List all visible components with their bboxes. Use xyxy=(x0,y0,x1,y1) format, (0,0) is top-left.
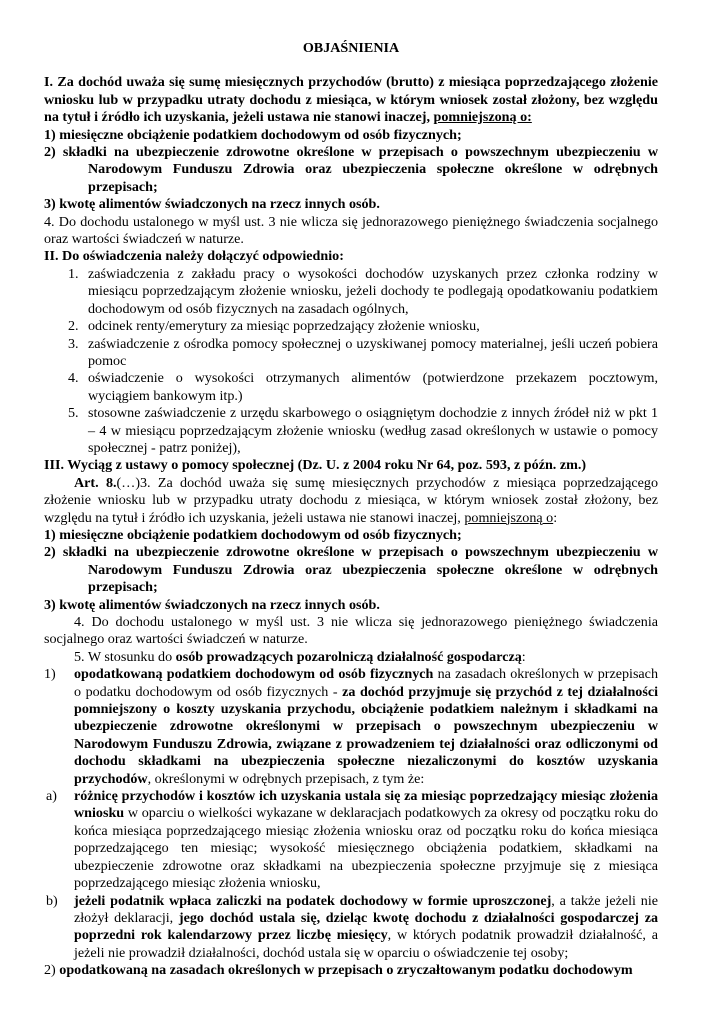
sub-item-b-letter: b) xyxy=(46,892,58,909)
section-2-item xyxy=(44,318,658,335)
point-2-bold: opodatkowaną na zasadach określonych w przepisach o zryczałtowanym podatku dochodowym xyxy=(59,962,633,979)
section-1-item-2: 2) składki na ubezpieczenie zdrowotne określone w przepisach o powszechnym ubezpieczeniu w Narodowym Funduszu Zdrowia oraz ubezpieczenia społeczne określone w odrębnych przepisach; xyxy=(44,144,658,195)
section-2-item-text: zaświadczenie z ośrodka pomocy społecznej o uzyskiwanej pomocy materialnej, jeśli uczeń pobiera pomoc xyxy=(88,335,658,369)
section-2-item xyxy=(44,266,658,318)
paragraph-5-bold: osób prowadzących pozarolniczą działalność gospodarczą xyxy=(175,648,522,665)
section-2-item-number: 5. xyxy=(68,405,79,422)
numbered-point-1 xyxy=(44,666,658,962)
section-2-item xyxy=(44,405,658,457)
section-3-item-3: 3) kwotę alimentów świadczonych na rzecz innych osób. xyxy=(44,596,380,613)
sub-item-a xyxy=(46,788,658,892)
point-1-text-2: , określonymi w odrębnych przepisach, z tym że: xyxy=(147,770,425,787)
section-2-item-text: stosowne zaświadczenie z urzędu skarbowego o osiągniętym dochodzie z innych źródeł niż w pkt 1 – 4 w miesiącu poprzedzającym złożenie wniosku (według zasad określonych w ustawie o pomocy społecznej - patrz poniżej), xyxy=(88,405,658,456)
section-2-list xyxy=(44,266,658,457)
point-1-sublist xyxy=(46,788,658,962)
section-1-intro xyxy=(44,74,658,126)
point-1-bold-2: za dochód przyjmuje się przychód z tej działalności pomniejszony o koszty uzyskania przychodu, obciążenie podatkiem należnym i składkami na ubezpieczenie zdrowotne określonymi w przepisach o powszechnym ubezpieczeniu w Narodowym Funduszu Zdrowia, związane z prowadzeniem tej działalności oraz odliczonymi od dochodu składkami na ubezpieczenia społeczne niezaliczonymi do kosztów uzyskania przychodów xyxy=(74,683,658,787)
point-1-bold-1: opodatkowaną podatkiem dochodowym od osób fizycznych xyxy=(74,666,434,683)
document-page xyxy=(44,40,658,980)
sub-item-b-text-2: , w których podatnik prowadził działalność, a jeżeli nie prowadził działalności, dochód ustala się w oparciu o oświadczenie tej osoby; xyxy=(74,927,658,961)
sub-item-b-text-1: , a także jeżeli nie złożył deklaracji, xyxy=(74,892,658,926)
section-1-intro-underlined: pomniejszoną o: xyxy=(433,109,532,126)
sub-item-b-bold-2: jego dochód ustala się, dzieląc kwotę dochodu z działalności gospodarczej za poprzedni rok kalendarzowy przez liczbę miesięcy xyxy=(74,909,658,944)
article-8-paragraph xyxy=(44,475,658,527)
section-2-item xyxy=(44,370,658,405)
point-2-number: 2) xyxy=(44,962,56,979)
numbered-point-2 xyxy=(44,962,658,979)
sub-item-b xyxy=(46,892,658,963)
section-1-item-3: 3) kwotę alimentów świadczonych na rzecz innych osób. xyxy=(44,196,380,213)
section-1-item-1: 1) miesięczne obciążenie podatkiem dochodowym od osób fizycznych; xyxy=(44,126,462,143)
sub-item-a-text: w oparciu o wielkości wykazane w deklaracjach podatkowych za okresy od początku roku do końca miesiąca poprzedzającego miesiąc złożenia wniosku oraz od początku roku do końca miesiąca poprzedzającego ten miesiąc; wysokość miesięcznego obciążenia podatkiem, składkami na ubezpieczenie zdrowotne oraz składkami na ubezpieczenia społeczne przyjmuje się z miesiąca poprzedzającego miesiąc złożenia wniosku, xyxy=(74,805,658,892)
section-2-item xyxy=(44,336,658,371)
section-2-item-number: 3. xyxy=(68,335,79,352)
section-2-item-number: 1. xyxy=(68,265,79,282)
article-8-colon: : xyxy=(553,509,558,526)
point-1-text-1: na zasadach określonych w przepisach o podatku dochodowym od osób fizycznych - xyxy=(74,666,658,700)
paragraph-5-colon: : xyxy=(521,648,526,665)
section-3-paragraph-4: 4. Do dochodu ustalonego w myśl ust. 3 nie wlicza się jednorazowego pieniężnego świadczenia socjalnego oraz wartości świadczeń w naturze. xyxy=(44,614,658,648)
section-1-intro-text: I. Za dochód uważa się sumę miesięcznych przychodów (brutto) z miesiąca poprzedzającego złożenie wniosku lub w przypadku utraty dochodu z miesiąca, w którym wniosek został złożony, bez względu na tytuł i źródło ich uzyskania, jeżeli ustawa nie stanowi inaczej, xyxy=(44,74,658,126)
section-3-heading: III. Wyciąg z ustawy o pomocy społecznej (Dz. U. z 2004 roku Nr 64, poz. 593, z późn. zm.) xyxy=(44,457,587,474)
section-3-paragraph-5 xyxy=(44,649,658,666)
section-3-item-2: 2) składki na ubezpieczenie zdrowotne określone w przepisach o powszechnym ubezpieczeniu w Narodowym Funduszu Zdrowia oraz ubezpieczenia społeczne określone w odrębnych przepisach; xyxy=(44,544,658,596)
section-1-paragraph-4: 4. Do dochodu ustalonego w myśl ust. 3 nie wlicza się jednorazowego pieniężnego świadczenia socjalnego oraz wartości świadczeń w naturze. xyxy=(44,213,658,248)
section-2-item-text: oświadczenie o wysokości otrzymanych alimentów (potwierdzone przekazem pocztowym, wyciągiem bankowym itp.) xyxy=(88,370,658,404)
article-8-text: (…)3. Za dochód uważa się sumę miesięcznych przychodów z miesiąca poprzedzającego złożenie wniosku lub w przypadku utraty dochodu z miesiąca, w którym wniosek został złożony, bez względu na tytuł i źródło ich uzyskania, jeżeli ustawa nie stanowi inaczej, xyxy=(44,474,658,526)
page-title: OBJAŚNIENIA xyxy=(302,40,400,56)
paragraph-5-text: 5. W stosunku do xyxy=(74,648,176,665)
section-2-heading: II. Do oświadczenia należy dołączyć odpowiednio: xyxy=(44,248,344,265)
section-2-item-text: zaświadczenia z zakładu pracy o wysokości dochodów uzyskanych przez członka rodziny w miesiącu poprzedzającym złożenie wniosku, jeżeli dochody te podlegają opodatkowaniu podatkiem dochodowym od osób fizycznych na zasadach ogólnych, xyxy=(88,265,658,317)
sub-item-a-bold: różnicę przychodów i kosztów ich uzyskania ustala się za miesiąc poprzedzający miesiąc złożenia wniosku xyxy=(74,788,658,822)
sub-item-b-bold-1: jeżeli podatnik wpłaca zaliczki na podatek dochodowy w formie uproszczonej xyxy=(74,892,552,909)
section-2-item-number: 2. xyxy=(68,318,79,335)
section-3-item-1: 1) miesięczne obciążenie podatkiem dochodowym od osób fizycznych; xyxy=(44,526,462,543)
sub-item-a-letter: a) xyxy=(46,788,57,805)
point-1-number: 1) xyxy=(44,666,56,683)
section-2-item-text: odcinek renty/emerytury za miesiąc poprzedzający złożenie wniosku, xyxy=(88,318,480,335)
section-2-item-number: 4. xyxy=(68,370,79,387)
article-8-underlined: pomniejszoną o xyxy=(464,509,554,526)
article-8-label: Art. 8. xyxy=(74,474,117,491)
